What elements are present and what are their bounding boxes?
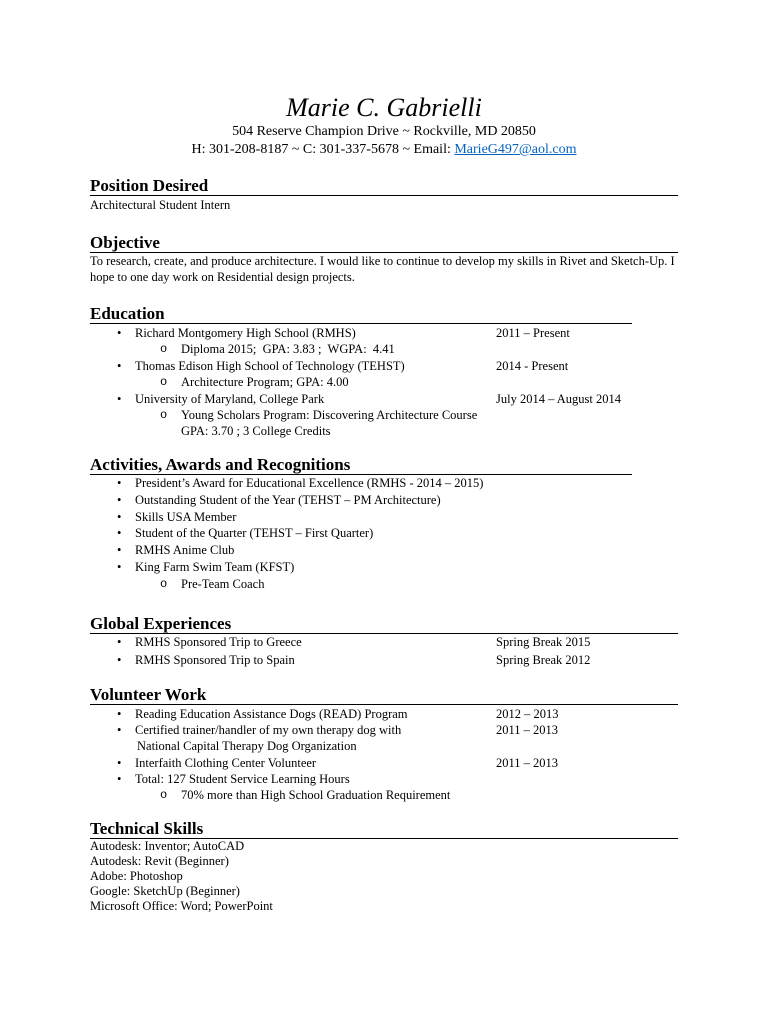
email-link[interactable]: MarieG497@aol.com	[454, 142, 577, 157]
date-range: 2011 – 2013	[496, 723, 559, 738]
date-range: July 2014 – August 2014	[496, 391, 622, 406]
sub-bullet-marker: o	[160, 576, 168, 591]
skill-line: Google: SketchUp (Beginner)	[90, 884, 240, 898]
education-detail-text: Young Scholars Program: Discovering Architecture Course	[181, 407, 478, 422]
activity-text: Outstanding Student of the Year (TEHST – PM Architecture)	[135, 492, 441, 507]
activities-list	[90, 475, 690, 593]
section-heading-volunteer-work: Volunteer Work	[90, 686, 678, 705]
date-range: 2014 - Present	[496, 358, 569, 373]
date-range: 2011 – 2013	[496, 755, 559, 770]
bullet-marker: •	[117, 326, 122, 340]
global-experiences-section	[90, 615, 690, 669]
education-detail-text: Diploma 2015; GPA: 3.83 ; WGPA: 4.41	[181, 342, 395, 357]
skill-line: Autodesk: Revit (Beginner)	[90, 854, 229, 868]
volunteer-item	[90, 771, 690, 787]
section-heading-objective: Objective	[90, 234, 678, 253]
applicant-name: Marie C. Gabrielli	[286, 93, 482, 122]
bullet-marker: •	[117, 707, 122, 721]
objective-body	[90, 253, 690, 285]
bullet-marker: •	[117, 476, 122, 490]
contact-line	[0, 141, 768, 159]
bullet-marker: •	[117, 526, 122, 541]
phone-numbers: H: 301-208-8187 ~ C: 301-337-5678 ~ Email:	[191, 142, 451, 157]
address-line: 504 Reserve Champion Drive ~ Rockville, MD 20850	[232, 124, 536, 139]
activity-item	[90, 559, 690, 576]
volunteer-text: Reading Education Assistance Dogs (READ) Program	[135, 707, 408, 721]
volunteer-work-list	[90, 706, 690, 803]
volunteer-text: Total: 127 Student Service Learning Hours	[135, 771, 350, 786]
volunteer-item-continuation	[90, 738, 690, 754]
bullet-marker: •	[117, 723, 122, 738]
sub-bullet-marker: o	[160, 787, 168, 802]
activity-item	[90, 475, 690, 492]
activity-text: Skills USA Member	[135, 509, 237, 524]
education-detail-text: GPA: 3.70 ; 3 College Credits	[181, 424, 331, 439]
date-range: Spring Break 2015	[496, 635, 591, 649]
activity-item	[90, 542, 690, 559]
global-experiences-list	[90, 634, 690, 669]
bullet-marker: •	[117, 543, 122, 558]
bullet-marker: •	[117, 391, 122, 406]
activity-item	[90, 525, 690, 542]
bullet-marker: •	[117, 635, 122, 649]
school-name: University of Maryland, College Park	[135, 391, 325, 406]
bullet-marker: •	[117, 771, 122, 786]
activity-detail	[90, 576, 690, 593]
school-name: Thomas Edison High School of Technology (TEHST)	[135, 358, 405, 373]
education-list	[90, 325, 690, 440]
bullet-marker: •	[117, 509, 122, 524]
sub-bullet-marker: o	[160, 342, 168, 357]
experience-item	[90, 634, 690, 652]
bullet-marker: •	[117, 755, 122, 770]
section-heading-activities: Activities, Awards and Recognitions	[90, 456, 632, 475]
skill-line: Microsoft Office: Word; PowerPoint	[90, 899, 273, 913]
activity-item	[90, 492, 690, 509]
bullet-marker: •	[117, 559, 122, 574]
bullet-marker: •	[117, 652, 122, 667]
date-range: 2011 – Present	[496, 326, 570, 340]
experience-item	[90, 652, 690, 670]
date-range: 2012 – 2013	[496, 707, 559, 721]
activity-text: RMHS Anime Club	[135, 543, 235, 558]
date-range: Spring Break 2012	[496, 652, 591, 667]
school-name: Richard Montgomery High School (RMHS)	[135, 326, 356, 340]
volunteer-text: National Capital Therapy Dog Organization	[137, 739, 357, 754]
activity-text: King Farm Swim Team (KFST)	[135, 559, 295, 574]
volunteer-detail-text: 70% more than High School Graduation Requirement	[181, 787, 451, 802]
position-desired-section	[90, 177, 690, 213]
volunteer-item	[90, 722, 690, 738]
education-item	[90, 391, 690, 407]
activity-text: Student of the Quarter (TEHST – First Quarter)	[135, 526, 374, 541]
bullet-marker: •	[117, 492, 122, 507]
volunteer-text: Certified trainer/handler of my own therapy dog with	[135, 723, 402, 738]
section-heading-technical-skills: Technical Skills	[90, 820, 678, 839]
education-detail	[90, 374, 690, 390]
skill-line: Autodesk: Inventor; AutoCAD	[90, 839, 245, 853]
sub-bullet-marker: o	[160, 407, 168, 422]
section-heading-global-experiences: Global Experiences	[90, 615, 678, 634]
volunteer-work-section	[90, 686, 690, 803]
education-detail-continuation	[90, 423, 690, 439]
education-item	[90, 358, 690, 374]
technical-skills-section	[90, 820, 690, 914]
volunteer-text: Interfaith Clothing Center Volunteer	[135, 755, 317, 770]
technical-skills-list	[90, 839, 690, 914]
experience-text: RMHS Sponsored Trip to Greece	[135, 635, 302, 649]
education-item	[90, 325, 690, 341]
objective-line: hope to one day work on Residential design projects.	[90, 270, 355, 284]
education-section	[90, 305, 690, 440]
activities-section	[90, 456, 690, 593]
objective-line: To research, create, and produce architecture. I would like to continue to develop my skills in Rivet and Sketch-Up. I	[90, 254, 675, 268]
activity-text: President’s Award for Educational Excellence (RMHS - 2014 – 2015)	[135, 476, 484, 490]
activity-item	[90, 509, 690, 526]
skill-line: Adobe: Photoshop	[90, 869, 183, 883]
position-desired-text: Architectural Student Intern	[90, 198, 231, 212]
education-detail	[90, 341, 690, 357]
experience-text: RMHS Sponsored Trip to Spain	[135, 652, 295, 667]
volunteer-item	[90, 706, 690, 722]
volunteer-item	[90, 755, 690, 771]
section-heading-education: Education	[90, 305, 632, 324]
objective-section	[90, 234, 690, 285]
resume-header	[0, 93, 768, 159]
sub-bullet-marker: o	[160, 375, 168, 390]
section-heading-position-desired: Position Desired	[90, 177, 678, 196]
education-detail	[90, 407, 690, 423]
bullet-marker: •	[117, 358, 122, 373]
position-desired-body	[90, 197, 690, 213]
activity-detail-text: Pre-Team Coach	[181, 576, 265, 591]
volunteer-detail	[90, 787, 690, 803]
education-detail-text: Architecture Program; GPA: 4.00	[181, 375, 349, 390]
